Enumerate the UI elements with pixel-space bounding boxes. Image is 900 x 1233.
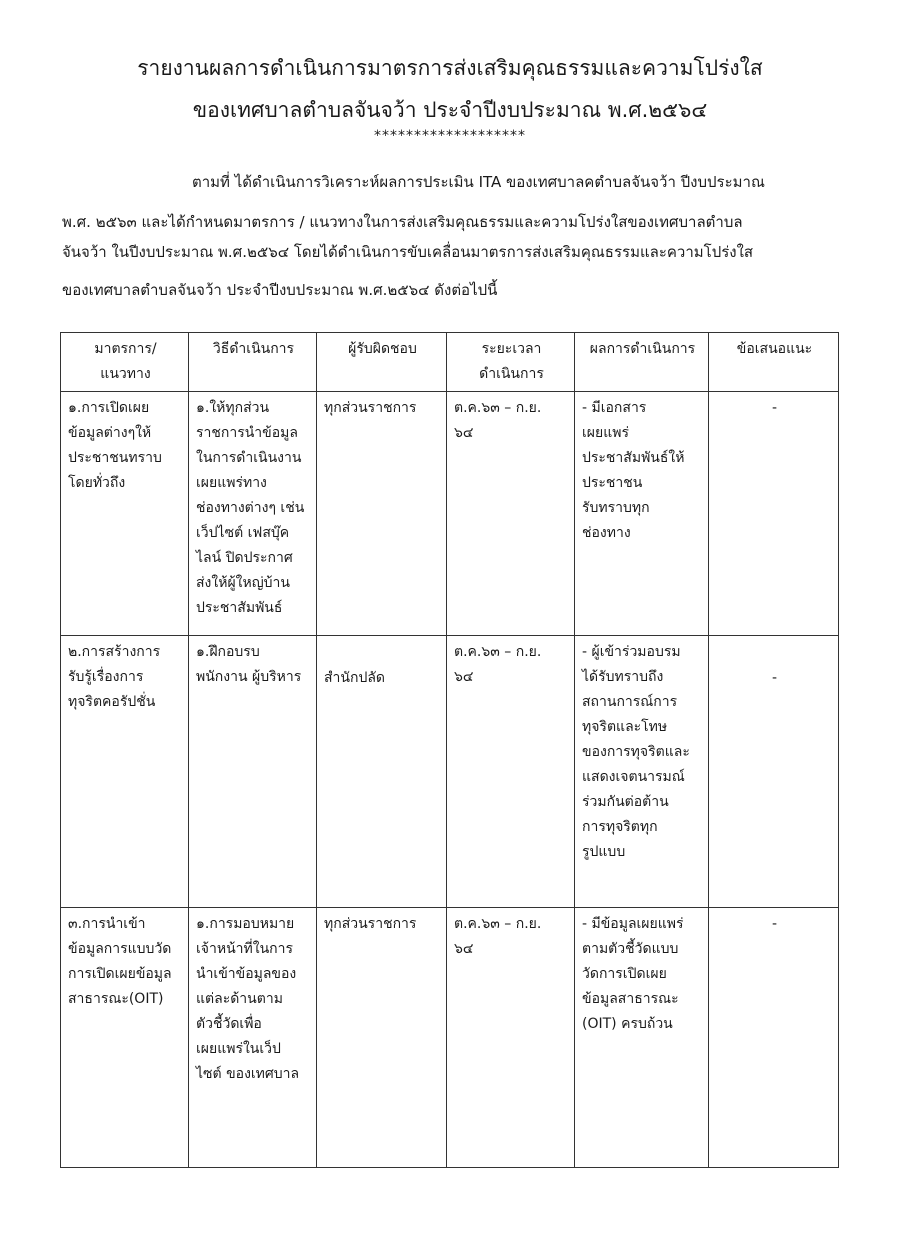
- table-row: [61, 636, 839, 908]
- table-row: [61, 908, 839, 1168]
- cell-suggestion: -: [709, 392, 839, 636]
- header-suggestion: ข้อเสนอแนะ: [709, 333, 839, 392]
- intro-line-4: ของเทศบาลตำบลจันจว้า ประจำปีงบประมาณ พ.ศ.๒๕๖๔ ดังต่อไปนี้: [62, 281, 498, 299]
- header-measure: มาตรการ/ แนวทาง: [61, 333, 189, 392]
- cell-responsible: สำนักปลัด: [317, 636, 447, 908]
- cell-period: ต.ค.๖๓ – ก.ย. ๖๔: [447, 636, 575, 908]
- cell-measure: ๑.การเปิดเผย ข้อมูลต่างๆให้ ประชาชนทราบ โดยทั่วถึง: [61, 392, 189, 636]
- cell-responsible: ทุกส่วนราชการ: [317, 908, 447, 1168]
- cell-method: ๑.ฝึกอบรบ พนักงาน ผู้บริหาร: [189, 636, 317, 908]
- cell-result: - มีข้อมูลเผยแพร่ ตามตัวชี้วัดแบบ วัดการเปิดเผย ข้อมูลสาธารณะ (OIT) ครบถ้วน: [575, 908, 709, 1168]
- intro-line-1: ตามที่ ได้ดำเนินการวิเคราะห์ผลการประเมิน ITA ของเทศบาลคตำบลจันจว้า ปีงบประมาณ: [192, 173, 765, 191]
- cell-suggestion: -: [709, 908, 839, 1168]
- report-title-line1: รายงานผลการดำเนินการมาตรการส่งเสริมคุณธรรมและความโปร่งใส: [137, 56, 763, 80]
- cell-result: - มีเอกสาร เผยแพร่ ประชาสัมพันธ์ให้ ประชาชน รับทราบทุก ช่องทาง: [575, 392, 709, 636]
- intro-line-3: จันจว้า ในปีงบประมาณ พ.ศ.๒๕๖๔ โดยได้ดำเนินการขับเคลื่อนมาตรการส่งเสริมคุณธรรมและความโปร่งใส: [62, 243, 754, 261]
- cell-period: ต.ค.๖๓ – ก.ย. ๖๔: [447, 908, 575, 1168]
- cell-method: ๑.การมอบหมาย เจ้าหน้าที่ในการ นำเข้าข้อมูลของ แต่ละด้านตาม ตัวชี้วัดเพื่อ เผยแพร่ในเว็ป ไซต์ ของเทศบาล: [189, 908, 317, 1168]
- table-row: [61, 392, 839, 636]
- header-method: วิธีดำเนินการ: [189, 333, 317, 392]
- header-result: ผลการดำเนินการ: [575, 333, 709, 392]
- cell-suggestion: -: [709, 636, 839, 908]
- cell-method: ๑.ให้ทุกส่วน ราชการนำข้อมูล ในการดำเนินงาน เผยแพร่ทาง ช่องทางต่างๆ เช่น เว็ปไซต์ เฟสบุ๊ค ไลน์ ปิดประกาศ ส่งให้ผู้ใหญ่บ้าน ประชาสัมพันธ์: [189, 392, 317, 636]
- cell-measure: ๒.การสร้างการ รับรู้เรื่องการ ทุจริตคอรัปชั่น: [61, 636, 189, 908]
- header-period: ระยะเวลา ดำเนินการ: [447, 333, 575, 392]
- report-title-line2: ของเทศบาลตำบลจันจว้า ประจำปีงบประมาณ พ.ศ.๒๕๖๔: [192, 98, 708, 122]
- cell-responsible: ทุกส่วนราชการ: [317, 392, 447, 636]
- title-separator: *******************: [374, 128, 526, 144]
- cell-period: ต.ค.๖๓ – ก.ย. ๖๔: [447, 392, 575, 636]
- intro-line-2: พ.ศ. ๒๕๖๓ และได้กำหนดมาตรการ / แนวทางในการส่งเสริมคุณธรรมและความโปร่งใสของเทศบาลตำบล: [62, 213, 743, 231]
- header-responsible: ผู้รับผิดชอบ: [317, 333, 447, 392]
- cell-measure: ๓.การนำเข้า ข้อมูลการแบบวัด การเปิดเผยข้อมูล สาธารณะ(OIT): [61, 908, 189, 1168]
- table-header-row: [61, 333, 839, 392]
- cell-result: - ผู้เข้าร่วมอบรม ได้รับทราบถึง สถานการณ์การ ทุจริตและโทษ ของการทุจริตและ แสดงเจตนารมณ์ ร่วมกันต่อต้าน การทุจริตทุก รูปแบบ: [575, 636, 709, 908]
- measures-table: [60, 332, 839, 1168]
